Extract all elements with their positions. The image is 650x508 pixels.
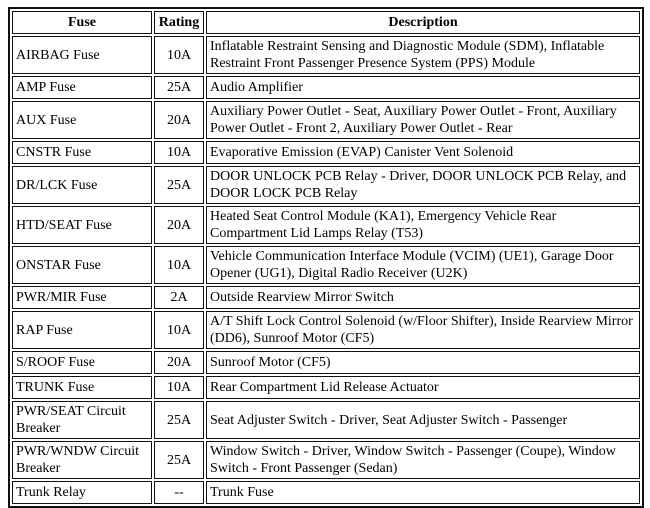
fuse-rating-cell: 25A — [154, 441, 204, 479]
fuse-rating-cell: 25A — [154, 166, 204, 204]
table-row — [12, 36, 640, 74]
fuse-description-cell: Rear Compartment Lid Release Actuator — [206, 376, 640, 399]
fuse-rating-cell: 10A — [154, 246, 204, 284]
fuse-description-cell: Trunk Fuse — [206, 481, 640, 504]
fuse-rating-cell: 10A — [154, 36, 204, 74]
fuse-name-cell: CNSTR Fuse — [12, 141, 152, 164]
fuse-description-cell: DOOR UNLOCK PCB Relay - Driver, DOOR UNLOCK PCB Relay, and DOOR LOCK PCB Relay — [206, 166, 640, 204]
table-row — [12, 141, 640, 164]
column-header-description: Description — [206, 11, 640, 34]
fuse-description-cell: Vehicle Communication Interface Module (VCIM) (UE1), Garage Door Opener (UG1), Digital Radio Receiver (U2K) — [206, 246, 640, 284]
fuse-description-cell: Audio Amplifier — [206, 76, 640, 99]
fuse-description-cell: Outside Rearview Mirror Switch — [206, 286, 640, 309]
fuse-name-cell: PWR/WNDW Circuit Breaker — [12, 441, 152, 479]
fuse-name-cell: AMP Fuse — [12, 76, 152, 99]
fuse-rating-cell: 2A — [154, 286, 204, 309]
fuse-rating-table — [8, 7, 644, 508]
table-row — [12, 401, 640, 439]
fuse-rating-cell: 10A — [154, 376, 204, 399]
column-header-rating: Rating — [154, 11, 204, 34]
table-row — [12, 286, 640, 309]
fuse-rating-cell: 25A — [154, 76, 204, 99]
fuse-name-cell: HTD/SEAT Fuse — [12, 206, 152, 244]
fuse-description-cell: Seat Adjuster Switch - Driver, Seat Adjuster Switch - Passenger — [206, 401, 640, 439]
table-row — [12, 76, 640, 99]
table-row — [12, 376, 640, 399]
fuse-rating-cell: 20A — [154, 101, 204, 139]
table-row — [12, 101, 640, 139]
fuse-rating-cell: 20A — [154, 351, 204, 374]
fuse-name-cell: TRUNK Fuse — [12, 376, 152, 399]
fuse-name-cell: Trunk Relay — [12, 481, 152, 504]
fuse-description-cell: Evaporative Emission (EVAP) Canister Vent Solenoid — [206, 141, 640, 164]
table-body — [12, 36, 640, 504]
table-row — [12, 351, 640, 374]
table-row — [12, 441, 640, 479]
fuse-description-cell: Heated Seat Control Module (KA1), Emergency Vehicle Rear Compartment Lid Lamps Relay (T53) — [206, 206, 640, 244]
fuse-description-cell: Auxiliary Power Outlet - Seat, Auxiliary Power Outlet - Front, Auxiliary Power Outlet - Front 2, Auxiliary Power Outlet - Rear — [206, 101, 640, 139]
fuse-name-cell: PWR/MIR Fuse — [12, 286, 152, 309]
fuse-name-cell: PWR/SEAT Circuit Breaker — [12, 401, 152, 439]
table-row — [12, 481, 640, 504]
fuse-description-cell: Sunroof Motor (CF5) — [206, 351, 640, 374]
fuse-description-cell: Inflatable Restraint Sensing and Diagnostic Module (SDM), Inflatable Restraint Front Passenger Presence System (PPS) Module — [206, 36, 640, 74]
fuse-description-cell: A/T Shift Lock Control Solenoid (w/Floor Shifter), Inside Rearview Mirror (DD6), Sunroof Motor (CF5) — [206, 311, 640, 349]
fuse-name-cell: DR/LCK Fuse — [12, 166, 152, 204]
table-header-row — [12, 11, 640, 34]
table-row — [12, 206, 640, 244]
fuse-rating-cell: 10A — [154, 311, 204, 349]
fuse-name-cell: RAP Fuse — [12, 311, 152, 349]
fuse-name-cell: AUX Fuse — [12, 101, 152, 139]
table-row — [12, 246, 640, 284]
table-row — [12, 166, 640, 204]
fuse-description-cell: Window Switch - Driver, Window Switch - Passenger (Coupe), Window Switch - Front Passenger (Sedan) — [206, 441, 640, 479]
fuse-name-cell: ONSTAR Fuse — [12, 246, 152, 284]
fuse-rating-cell: 25A — [154, 401, 204, 439]
fuse-rating-cell: -- — [154, 481, 204, 504]
fuse-rating-cell: 20A — [154, 206, 204, 244]
fuse-name-cell: S/ROOF Fuse — [12, 351, 152, 374]
fuse-rating-cell: 10A — [154, 141, 204, 164]
fuse-name-cell: AIRBAG Fuse — [12, 36, 152, 74]
column-header-fuse: Fuse — [12, 11, 152, 34]
table-row — [12, 311, 640, 349]
